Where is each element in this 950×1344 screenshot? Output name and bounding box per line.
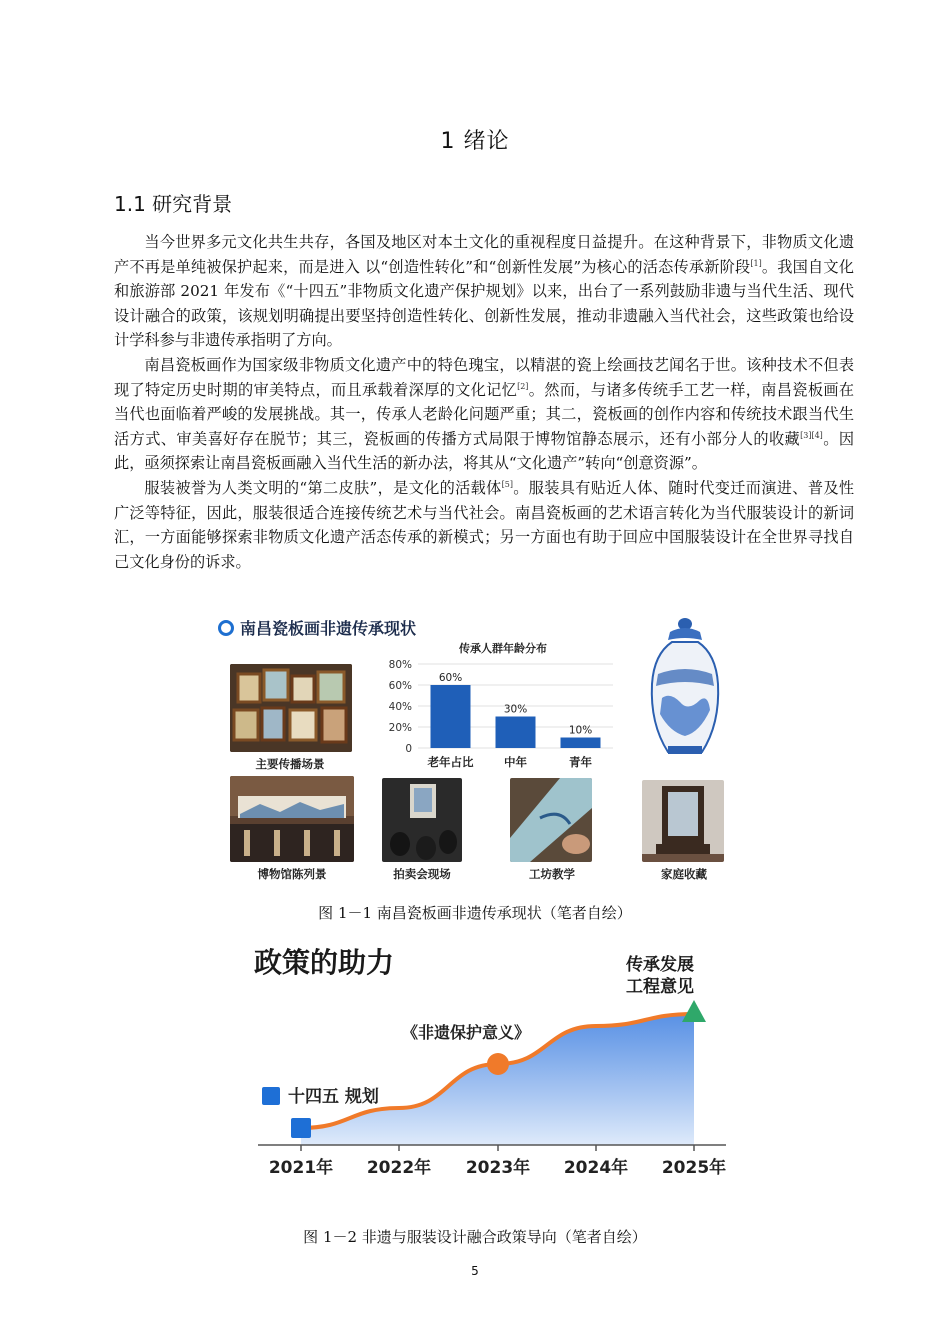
chart-title: 传承人群年龄分布: [459, 642, 547, 655]
x-tick-label: 2025年: [661, 1158, 727, 1178]
figure-1-caption: 图 1－1 南昌瓷板画非遗传承现状（笔者自绘）: [318, 904, 632, 922]
circle-marker: [487, 1053, 509, 1075]
paragraph-text: 服装被誉为人类文明的“第二皮肤”，是文化的活载体: [144, 478, 502, 497]
x-tick-label: 2024年: [563, 1158, 629, 1178]
x-tick-label: 2022年: [366, 1158, 432, 1178]
workshop-photo: [510, 778, 592, 862]
gallery-scene-photo: [230, 664, 352, 752]
page-number: 5: [471, 1264, 479, 1278]
ring-icon: [218, 620, 234, 636]
figure-1-title-text: 南昌瓷板画非遗传承现状: [240, 619, 417, 638]
paragraph-text: 。我国自文化和旅游部 2021 年发布《“十四五”非物质文化遗产保护规划》以来，出台了一系列鼓励非遗与当代生活、现代设计融合的政策，该规划明确提出要坚持创造性转化、创新性发展，推动非遗融入当代社会，这些政策也给设计学科参与非遗传承指明了方向。: [114, 257, 854, 350]
porcelain-vase-photo: [640, 614, 730, 764]
age-distribution-chart: [368, 636, 618, 776]
square-marker: [291, 1118, 311, 1138]
triangle-marker: [682, 1000, 706, 1022]
annotation-label: 十四五 规划: [288, 1087, 379, 1107]
bar: [496, 717, 536, 749]
auction-photo: [382, 778, 462, 862]
chart-area: [262, 1000, 706, 1145]
annotation-label: 《非遗保护意义》: [402, 1023, 531, 1042]
bar: [561, 738, 601, 749]
paragraph-text: 南昌瓷板画作为国家级非物质文化遗产中的特色瑰宝，以精湛的瓷上绘画技艺闻名于世。该种技术不但表现了特定历史时期的审美特点，而且承载着深厚的文化记忆: [114, 355, 854, 399]
y-tick-label: 0: [405, 743, 412, 755]
bar-value-label: 30%: [503, 703, 528, 716]
bar: [431, 685, 471, 748]
figure-1: [210, 608, 750, 890]
citation: [3][4]: [800, 430, 823, 440]
paragraph-text: 。服装具有贴近人体、随时代变迁而演进、普及性广泛等特征，因此，服装很适合连接传统艺术与当代社会。南昌瓷板画的艺术语言转化为当代服装设计的新词汇，一方面能够探索非物质文化遗产活态传承的新模式；另一方面也有助于回应中国服装设计在全世界寻找自己文化身份的诉求。: [114, 478, 855, 571]
y-tick-label: 60%: [388, 680, 412, 692]
chart-title: 政策的助力: [254, 946, 395, 979]
bar-value-label: 60%: [438, 672, 463, 684]
paragraph-text: 当今世界多元文化共生共存，各国及地区对本土文化的重视程度日益提升。在这种背景下，非物质文化遗产不再是单纯被保护起来，而是进入 以“创造性转化”和“创新性发展”为核心的活态传承新阶段: [114, 233, 854, 276]
policy-timeline-chart: [248, 938, 738, 1188]
x-tick-label: 中年: [504, 755, 527, 769]
paragraph-2: [114, 353, 854, 476]
photo-caption: 博物馆陈列景: [257, 867, 327, 881]
y-tick-label: 40%: [388, 701, 412, 713]
legend-square-icon: [262, 1087, 280, 1105]
photo-caption: 工坊教学: [529, 867, 575, 881]
citation: [1]: [750, 258, 762, 268]
x-tick-label: 老年占比: [427, 755, 474, 769]
body-text: [114, 230, 854, 574]
y-tick-label: 80%: [388, 659, 412, 671]
bar-value-label: 10%: [568, 724, 593, 737]
x-tick-label: 2021年: [268, 1158, 334, 1178]
figure-2-caption: 图 1－2 非遗与服装设计融合政策导向（笔者自绘）: [303, 1228, 647, 1246]
paragraph-3: [114, 476, 854, 574]
chapter-title: 1 绪论: [440, 129, 510, 154]
photo-caption: 拍卖会现场: [393, 867, 451, 881]
citation: [2]: [517, 381, 529, 391]
home-collection-photo: [642, 780, 724, 862]
paragraph-1: [114, 230, 854, 353]
chart-x-axis: [258, 1145, 726, 1178]
citation: [5]: [501, 479, 513, 489]
section-title: 1.1 研究背景: [114, 192, 233, 216]
museum-display-photo: [230, 776, 354, 862]
annotation-title-line2: 工程意见: [626, 977, 694, 997]
paragraph-text: 。因此，亟须探索让南昌瓷板画融入当代生活的新办法，将其从“文化遗产”转向“创意资源”。: [114, 429, 855, 473]
chart-bars: [427, 672, 601, 769]
x-tick-label: 2023年: [465, 1158, 531, 1178]
paragraph-text: 。然而，与诸多传统手工艺一样，南昌瓷板画在当代也面临着严峻的发展挑战。其一，传承人老龄化问题严重；其二，瓷板画的创作内容和传统技术跟当代生活方式、审美喜好存在脱节；其三，瓷板画的传播方式局限于博物馆静态展示，还有小部分人的收藏: [114, 380, 855, 448]
x-tick-label: 青年: [569, 755, 592, 769]
y-tick-label: 20%: [388, 722, 412, 734]
photo-caption: 主要传播场景: [255, 757, 325, 771]
annotation-title-line1: 传承发展: [626, 955, 694, 975]
photo-caption: 家庭收藏: [661, 867, 707, 881]
